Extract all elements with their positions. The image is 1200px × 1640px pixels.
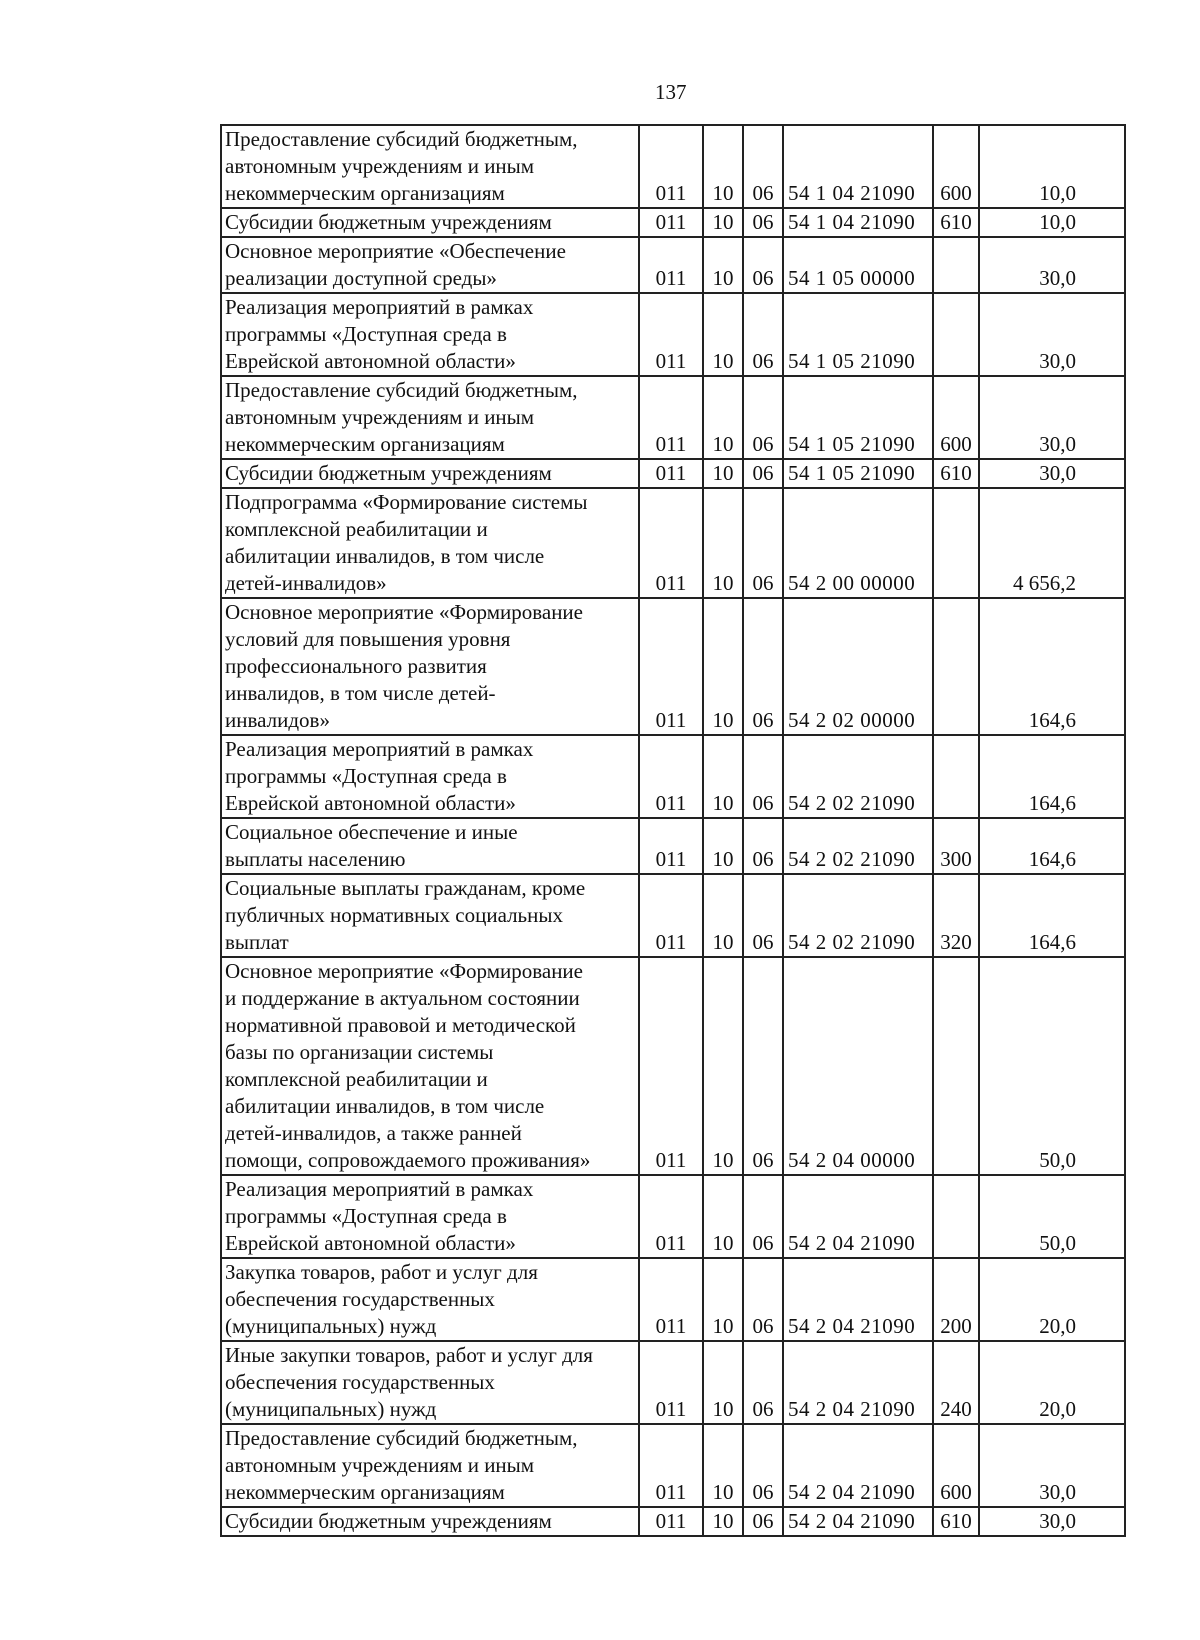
amount-cell: 30,0 — [979, 376, 1125, 459]
amount-cell: 50,0 — [979, 957, 1125, 1175]
table-row — [221, 208, 1125, 237]
ministry-code-cell: 011 — [639, 376, 703, 459]
amount-cell: 164,6 — [979, 874, 1125, 957]
section-code-cell: 10 — [703, 488, 743, 598]
table-row — [221, 1507, 1125, 1536]
target-article-cell: 54 1 05 21090 — [783, 376, 933, 459]
table-row — [221, 125, 1125, 208]
target-article-cell: 54 1 04 21090 — [783, 208, 933, 237]
subsection-code-cell: 06 — [743, 957, 783, 1175]
ministry-code-cell: 011 — [639, 459, 703, 488]
ministry-code-cell: 011 — [639, 598, 703, 735]
target-article-cell: 54 1 05 21090 — [783, 293, 933, 376]
ministry-code-cell: 011 — [639, 1507, 703, 1536]
ministry-code-cell: 011 — [639, 208, 703, 237]
subsection-code-cell: 06 — [743, 488, 783, 598]
expense-type-cell: 300 — [933, 818, 979, 874]
expense-type-cell: 600 — [933, 1424, 979, 1507]
section-code-cell: 10 — [703, 293, 743, 376]
table-row — [221, 818, 1125, 874]
expense-name-cell: Подпрограмма «Формирование системы комплексной реабилитации и абилитации инвалидов, в том числе детей-инвалидов» — [221, 488, 639, 598]
target-article-cell: 54 1 05 00000 — [783, 237, 933, 293]
expense-name-cell: Основное мероприятие «Формирование условий для повышения уровня профессионального развития инвалидов, в том числе детей- инвалидов» — [221, 598, 639, 735]
page-number: 137 — [655, 80, 687, 104]
table-row — [221, 293, 1125, 376]
amount-cell: 164,6 — [979, 598, 1125, 735]
ministry-code-cell: 011 — [639, 1424, 703, 1507]
expense-name-cell: Предоставление субсидий бюджетным, автономным учреждениям и иным некоммерческим организациям — [221, 125, 639, 208]
target-article-cell: 54 2 04 21090 — [783, 1341, 933, 1424]
budget-table — [220, 124, 1126, 1537]
expense-type-cell: 610 — [933, 208, 979, 237]
target-article-cell: 54 2 04 21090 — [783, 1424, 933, 1507]
target-article-cell: 54 2 04 21090 — [783, 1258, 933, 1341]
table-row — [221, 1341, 1125, 1424]
ministry-code-cell: 011 — [639, 735, 703, 818]
amount-cell: 164,6 — [979, 735, 1125, 818]
expense-type-cell: 320 — [933, 874, 979, 957]
table-row — [221, 1424, 1125, 1507]
target-article-cell: 54 2 02 21090 — [783, 874, 933, 957]
expense-type-cell — [933, 598, 979, 735]
amount-cell: 30,0 — [979, 1424, 1125, 1507]
target-article-cell: 54 2 04 21090 — [783, 1175, 933, 1258]
expense-name-cell: Реализация мероприятий в рамках программы «Доступная среда в Еврейской автономной области» — [221, 735, 639, 818]
target-article-cell: 54 1 05 21090 — [783, 459, 933, 488]
table-row — [221, 376, 1125, 459]
amount-cell: 20,0 — [979, 1258, 1125, 1341]
expense-name-cell: Реализация мероприятий в рамках программы «Доступная среда в Еврейской автономной области» — [221, 1175, 639, 1258]
expense-type-cell: 610 — [933, 459, 979, 488]
section-code-cell: 10 — [703, 874, 743, 957]
amount-cell: 10,0 — [979, 208, 1125, 237]
table-row — [221, 957, 1125, 1175]
table-row — [221, 237, 1125, 293]
expense-type-cell — [933, 488, 979, 598]
subsection-code-cell: 06 — [743, 874, 783, 957]
ministry-code-cell: 011 — [639, 293, 703, 376]
section-code-cell: 10 — [703, 376, 743, 459]
subsection-code-cell: 06 — [743, 1341, 783, 1424]
amount-cell: 164,6 — [979, 818, 1125, 874]
expense-name-cell: Основное мероприятие «Формирование и поддержание в актуальном состоянии нормативной правовой и методической базы по организации системы комплексной реабилитации и абилитации инвалидов, в том числе детей-инвалидов, а также ранней помощи, сопровождаемого проживания» — [221, 957, 639, 1175]
expense-type-cell: 200 — [933, 1258, 979, 1341]
section-code-cell: 10 — [703, 598, 743, 735]
table-row — [221, 1258, 1125, 1341]
target-article-cell: 54 2 02 21090 — [783, 735, 933, 818]
amount-cell: 30,0 — [979, 1507, 1125, 1536]
expense-type-cell: 610 — [933, 1507, 979, 1536]
expense-name-cell: Закупка товаров, работ и услуг для обеспечения государственных (муниципальных) нужд — [221, 1258, 639, 1341]
section-code-cell: 10 — [703, 1507, 743, 1536]
subsection-code-cell: 06 — [743, 818, 783, 874]
table-row — [221, 1175, 1125, 1258]
expense-name-cell: Социальное обеспечение и иные выплаты населению — [221, 818, 639, 874]
expense-name-cell: Предоставление субсидий бюджетным, автономным учреждениям и иным некоммерческим организациям — [221, 376, 639, 459]
table-row — [221, 598, 1125, 735]
table-body — [221, 125, 1125, 1536]
subsection-code-cell: 06 — [743, 1424, 783, 1507]
ministry-code-cell: 011 — [639, 237, 703, 293]
target-article-cell: 54 1 04 21090 — [783, 125, 933, 208]
section-code-cell: 10 — [703, 1424, 743, 1507]
expense-name-cell: Иные закупки товаров, работ и услуг для обеспечения государственных (муниципальных) нужд — [221, 1341, 639, 1424]
expense-type-cell — [933, 957, 979, 1175]
section-code-cell: 10 — [703, 1258, 743, 1341]
subsection-code-cell: 06 — [743, 1507, 783, 1536]
subsection-code-cell: 06 — [743, 1258, 783, 1341]
subsection-code-cell: 06 — [743, 735, 783, 818]
expense-name-cell: Субсидии бюджетным учреждениям — [221, 459, 639, 488]
expense-type-cell — [933, 293, 979, 376]
amount-cell: 4 656,2 — [979, 488, 1125, 598]
expense-name-cell: Социальные выплаты гражданам, кроме публичных нормативных социальных выплат — [221, 874, 639, 957]
subsection-code-cell: 06 — [743, 459, 783, 488]
amount-cell: 10,0 — [979, 125, 1125, 208]
ministry-code-cell: 011 — [639, 818, 703, 874]
table-row — [221, 874, 1125, 957]
ministry-code-cell: 011 — [639, 1258, 703, 1341]
expense-type-cell: 240 — [933, 1341, 979, 1424]
target-article-cell: 54 2 04 00000 — [783, 957, 933, 1175]
subsection-code-cell: 06 — [743, 598, 783, 735]
ministry-code-cell: 011 — [639, 1341, 703, 1424]
table-row — [221, 735, 1125, 818]
subsection-code-cell: 06 — [743, 237, 783, 293]
expense-name-cell: Субсидии бюджетным учреждениям — [221, 1507, 639, 1536]
expense-type-cell — [933, 735, 979, 818]
subsection-code-cell: 06 — [743, 293, 783, 376]
section-code-cell: 10 — [703, 957, 743, 1175]
expense-name-cell: Субсидии бюджетным учреждениям — [221, 208, 639, 237]
target-article-cell: 54 2 04 21090 — [783, 1507, 933, 1536]
table-row — [221, 459, 1125, 488]
ministry-code-cell: 011 — [639, 488, 703, 598]
amount-cell: 30,0 — [979, 459, 1125, 488]
ministry-code-cell: 011 — [639, 957, 703, 1175]
expense-type-cell — [933, 237, 979, 293]
section-code-cell: 10 — [703, 237, 743, 293]
expense-type-cell: 600 — [933, 376, 979, 459]
expense-name-cell: Реализация мероприятий в рамках программы «Доступная среда в Еврейской автономной области» — [221, 293, 639, 376]
expense-type-cell — [933, 1175, 979, 1258]
subsection-code-cell: 06 — [743, 208, 783, 237]
target-article-cell: 54 2 00 00000 — [783, 488, 933, 598]
expense-name-cell: Предоставление субсидий бюджетным, автономным учреждениям и иным некоммерческим организациям — [221, 1424, 639, 1507]
section-code-cell: 10 — [703, 125, 743, 208]
ministry-code-cell: 011 — [639, 874, 703, 957]
amount-cell: 20,0 — [979, 1341, 1125, 1424]
amount-cell: 50,0 — [979, 1175, 1125, 1258]
ministry-code-cell: 011 — [639, 1175, 703, 1258]
table-row — [221, 488, 1125, 598]
section-code-cell: 10 — [703, 1175, 743, 1258]
subsection-code-cell: 06 — [743, 125, 783, 208]
ministry-code-cell: 011 — [639, 125, 703, 208]
subsection-code-cell: 06 — [743, 1175, 783, 1258]
section-code-cell: 10 — [703, 208, 743, 237]
section-code-cell: 10 — [703, 818, 743, 874]
subsection-code-cell: 06 — [743, 376, 783, 459]
amount-cell: 30,0 — [979, 293, 1125, 376]
target-article-cell: 54 2 02 00000 — [783, 598, 933, 735]
expense-name-cell: Основное мероприятие «Обеспечение реализации доступной среды» — [221, 237, 639, 293]
target-article-cell: 54 2 02 21090 — [783, 818, 933, 874]
section-code-cell: 10 — [703, 1341, 743, 1424]
amount-cell: 30,0 — [979, 237, 1125, 293]
section-code-cell: 10 — [703, 459, 743, 488]
section-code-cell: 10 — [703, 735, 743, 818]
expense-type-cell: 600 — [933, 125, 979, 208]
